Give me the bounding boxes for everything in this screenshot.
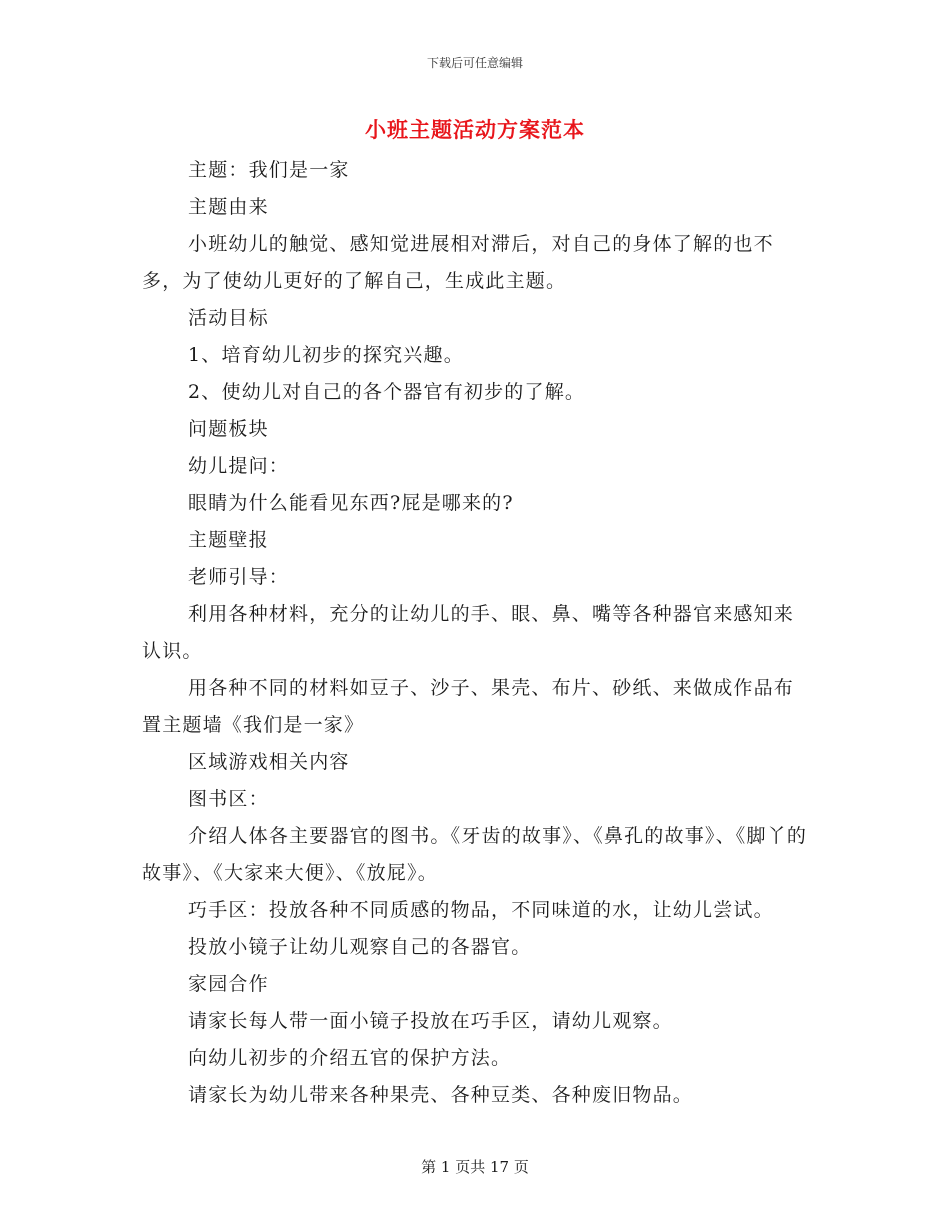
heading-theme-origin: 主题由来 xyxy=(188,196,269,218)
paragraph-use-materials: 利用各种材料，充分的让幼儿的手、眼、鼻、嘴等各种器官来感知来认识。 xyxy=(142,603,795,662)
paragraph-mirror: 投放小镜子让幼儿观察自己的各器官。 xyxy=(188,936,532,958)
heading-area-games: 区域游戏相关内容 xyxy=(188,751,350,773)
paragraph-parents-mirror: 请家长每人带一面小镜子投放在巧手区，请幼儿观察。 xyxy=(188,1010,673,1032)
document-title: 小班主题活动方案范本 xyxy=(365,117,585,142)
paragraph-protect-senses: 向幼儿初步的介绍五官的保护方法。 xyxy=(188,1047,512,1069)
heading-question-section: 问题板块 xyxy=(188,418,269,440)
page-number: 第 1 页共 17 页 xyxy=(421,1158,529,1176)
label-book-area: 图书区： xyxy=(188,788,269,810)
paragraph-child-questions: 眼睛为什么能看见东西?屁是哪来的? xyxy=(188,492,514,514)
label-teacher-guidance: 老师引导： xyxy=(188,566,290,588)
paragraph-craft-area: 巧手区：投放各种不同质感的物品，不同味道的水，让幼儿尝试。 xyxy=(188,899,774,921)
paragraph-theme: 主题：我们是一家 xyxy=(188,159,350,181)
heading-activity-goals: 活动目标 xyxy=(188,307,269,329)
heading-theme-wall: 主题壁报 xyxy=(188,529,269,551)
paragraph-book-area: 介绍人体各主要器官的图书。《牙齿的故事》、《鼻孔的故事》、《脚丫的故事》、《大家来大便》、《放屁》。 xyxy=(142,825,808,884)
paragraph-theme-wall-materials: 用各种不同的材料如豆子、沙子、果壳、布片、砂纸、来做成作品布置主题墙《我们是一家》 xyxy=(142,677,795,736)
goal-item-1: 1、培育幼儿初步的探究兴趣。 xyxy=(188,344,464,366)
paragraph-parents-materials: 请家长为幼儿带来各种果壳、各种豆类、各种废旧物品。 xyxy=(188,1084,694,1106)
document-body xyxy=(142,152,812,1114)
label-child-questions: 幼儿提问： xyxy=(188,455,290,477)
page-header-note: 下载后可任意编辑 xyxy=(426,56,523,70)
goal-item-2: 2、使幼儿对自己的各个器官有初步的了解。 xyxy=(188,381,586,403)
heading-home-cooperation: 家园合作 xyxy=(188,973,269,995)
paragraph-theme-origin: 小班幼儿的触觉、感知觉进展相对滞后，对自己的身体了解的也不多，为了使幼儿更好的了解自己，生成此主题。 xyxy=(142,233,774,292)
